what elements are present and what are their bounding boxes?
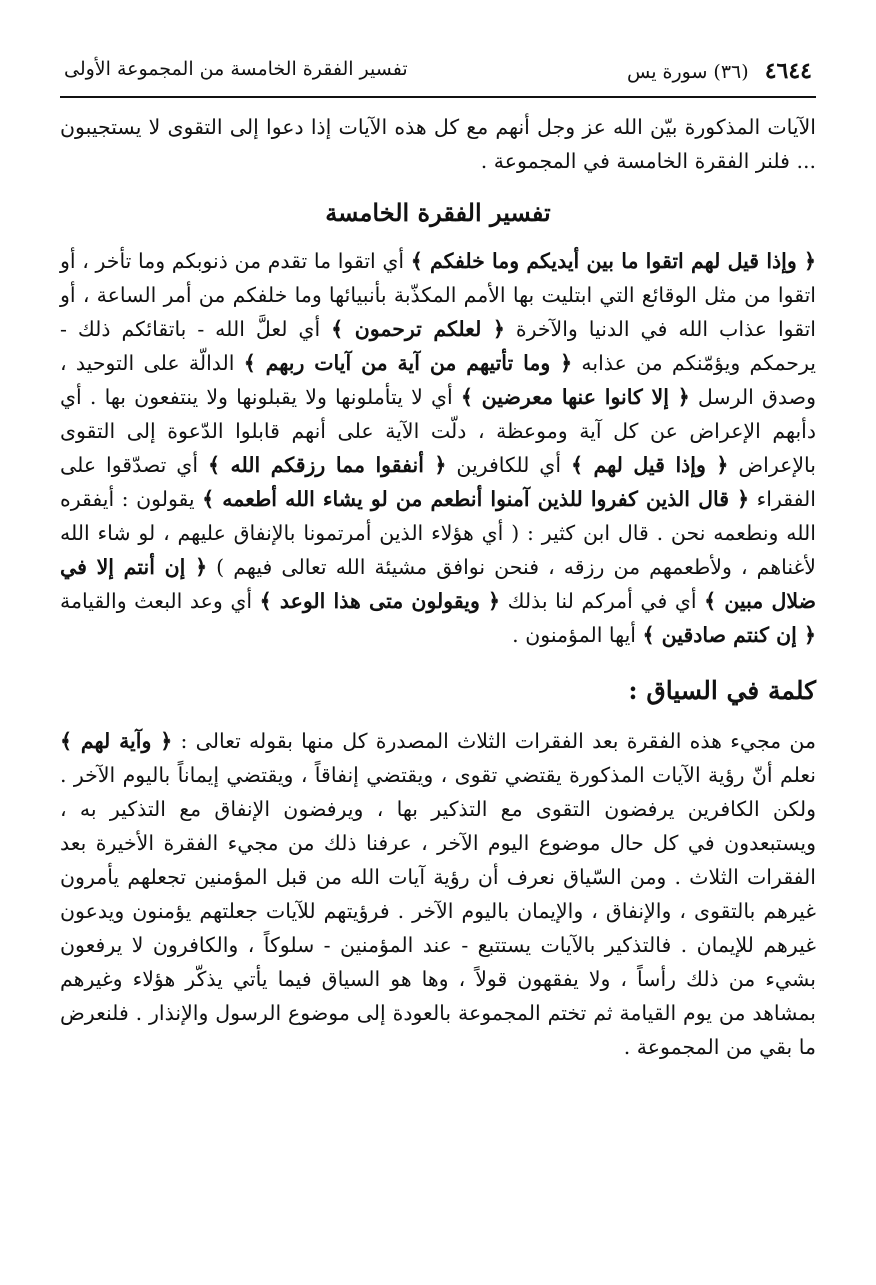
quran-verse: ﴿ إن أنتم إلا في ضلال مبين ﴾ xyxy=(60,555,816,613)
commentary-text: أي تصدّقوا على الفقراء xyxy=(60,453,816,511)
commentary-text: أي في أمركم لنا بذلك xyxy=(500,589,705,613)
page-header xyxy=(60,38,816,98)
quran-verse: ﴿ أنفقوا مما رزقكم الله ﴾ xyxy=(207,453,447,477)
quran-verse: ﴿ وآية لهم ﴾ xyxy=(60,729,173,753)
commentary-text: نعلم أنّ رؤية الآيات المذكورة يقتضي تقوى ، ويقتضي إنفاقاً ، ويقتضي إيماناً باليوم الآخر . ولكن الكافرين يرفضون التقوى مع التذكير بها ، ويرفضون الإنفاق مع التذكير به ، ويستبعدون في كل حال موضوع اليوم الآخر ، عرفنا ذلك من مجيء الفقرة الأخيرة بعد الفقرات الثلاث . ومن السّياق نعرف أن رؤية آيات الله من قبل المؤمنين تجعلهم يأمرون غيرهم بالتقوى ، والإنفاق ، والإيمان باليوم الآخر . فرؤيتهم للآيات جعلتهم يؤمنون ويدعون غيرهم للإيمان . فالتذكير بالآيات يستتبع - عند المؤمنين - سلوكاً ، والكافرون لا يرفعون بشيء من ذلك رأساً ، ولا يفقهون قولاً ، وها هو السياق فيما يأتي يذكّر هؤلاء وغيرهم بمشاهد من يوم القيامة ثم تختم المجموعة بالعودة إلى موضوع الرسول والإنذار . فلنعرض ما بقي من المجموعة . xyxy=(60,763,816,1059)
section-title: تفسير الفقرة الخامسة xyxy=(325,198,551,227)
intro-paragraph: الآيات المذكورة بيّن الله عز وجل أنهم مع كل هذه الآيات إذا دعوا إلى التقوى لا يستجيبون ... فلنر الفقرة الخامسة في المجموعة . xyxy=(60,115,816,173)
page-number: ٤٦٤٤ xyxy=(764,58,812,84)
commentary-text: يقولون : أيفقره الله ونطعمه نحن . قال ابن كثير : ( أي هؤلاء الذين أمرتمونا بالإنفاق عليهم ، لو شاء الله لأغناهم ، ولأطعمهم من رزقه ، فنحن نوافق مشيئة الله تعالى فيهم ) xyxy=(60,487,816,579)
quran-verse: ﴿ لعلكم ترحمون ﴾ xyxy=(331,317,505,341)
quran-verse: ﴿ إلا كانوا عنها معرضين ﴾ xyxy=(460,385,690,409)
commentary-text: أي لعلَّ الله - باتقائكم ذلك - يرحمكم ويؤمّنكم من عذابه xyxy=(60,317,816,375)
page xyxy=(60,38,816,1265)
commentary-text: الدالّة على التوحيد ، وصدق الرسل xyxy=(60,351,816,409)
quran-verse: ﴿ إن كنتم صادقين ﴾ xyxy=(642,623,816,647)
commentary-text: من مجيء هذه الفقرة بعد الفقرات الثلاث المصدرة كل منها بقوله تعالى : xyxy=(172,729,816,753)
header-page-info xyxy=(627,58,812,84)
surah-label: (٣٦) سورة يس xyxy=(626,61,749,83)
commentary-text: أي للكافرين xyxy=(446,453,571,477)
context-paragraph xyxy=(60,724,816,1064)
commentary-text: أيها المؤمنون . xyxy=(512,623,643,647)
tafsir-paragraph xyxy=(60,244,816,652)
commentary-text: أي اتقوا ما تقدم من ذنوبكم وما تأخر ، أو اتقوا من مثل الوقائع التي ابتليت بها الأمم المكذّبة بأنبيائها وما خلفكم من أمر الساعة ، أو اتقوا عذاب الله في الدنيا والآخرة xyxy=(60,249,816,341)
context-heading: كلمة في السياق : xyxy=(628,676,816,705)
commentary-text: أي لا يتأملونها ولا يقبلونها ولا ينتفعون بها . أي دأبهم الإعراض عن كل آية وموعظة ، دلّت الآية على أنهم قابلوا الدّعوة إلى التقوى بالإعراض xyxy=(60,385,817,477)
page-body xyxy=(60,110,816,1064)
quran-verse: ﴿ قال الذين كفروا للذين آمنوا أنطعم من لو يشاء الله أطعمه ﴾ xyxy=(202,487,750,511)
commentary-text: أي وعد البعث والقيامة xyxy=(60,589,260,613)
quran-verse: ﴿ ويقولون متى هذا الوعد ﴾ xyxy=(259,589,501,613)
quran-verse: ﴿ وإذا قيل لهم ﴾ xyxy=(570,453,729,477)
running-title: تفسير الفقرة الخامسة من المجموعة الأولى xyxy=(64,58,408,80)
quran-verse: ﴿ وما تأتيهم من آية من آيات ربهم ﴾ xyxy=(243,351,573,375)
quran-verse: ﴿ وإذا قيل لهم اتقوا ما بين أيديكم وما خلفكم ﴾ xyxy=(410,249,816,273)
